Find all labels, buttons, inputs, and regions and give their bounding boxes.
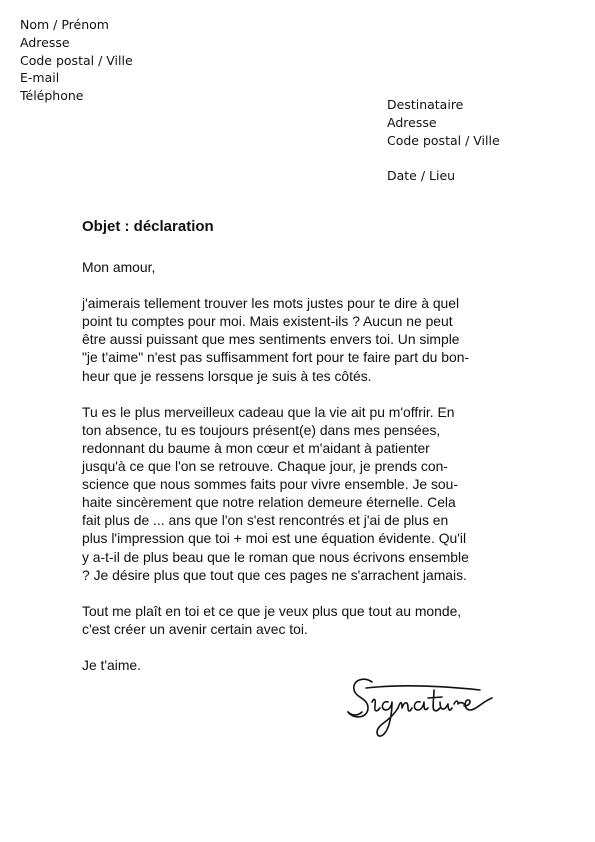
sender-name: Nom / Prénom [20,17,109,32]
paragraph-line: ton absence, tu es toujours présent(e) dans mes pensées, [82,421,441,438]
subject-line: Objet : déclaration [82,218,214,235]
paragraph-line: jusqu'à ce que l'on se retrouve. Chaque jour, je prends con- [82,458,448,475]
recipient-address: Adresse [387,114,437,130]
paragraph-line: redonnant du baume à mon cœur et m'aidant à patienter [82,439,430,456]
sender-block [20,16,133,105]
paragraph-2 [82,403,512,584]
paragraph-line: c'est créer un avenir certain avec toi. [82,620,308,637]
recipient-block [387,96,500,185]
recipient-label: Destinataire [387,97,464,112]
paragraph-line: heur que je ressens lorsque je suis à tes côtés. [82,367,372,384]
paragraph-line: science que nous sommes faits pour vivre ensemble. Je sou- [82,476,458,493]
sender-postal-city: Code postal / Ville [20,52,133,68]
paragraph-3 [82,602,512,638]
paragraph-line: y a-t-il de plus beau que le roman que nous écrivons ensemble [82,548,469,565]
paragraph-line: Tu es le plus merveilleux cadeau que la vie ait pu m'offrir. En [82,403,455,420]
paragraph-line: j'aimerais tellement trouver les mots justes pour te dire à quel [82,295,460,312]
paragraph-line: Tout me plaît en toi et ce que je veux plus que tout au monde, [82,602,462,619]
handwritten-signature [342,668,502,748]
paragraph-line: plus l'impression que toi + moi est une équation évidente. Qu'il [82,530,467,547]
recipient-postal-city: Code postal / Ville [387,132,500,148]
paragraph-line: être aussi puissant que mes sentiments envers toi. Un simple [82,331,460,348]
closing: Je t'aime. [82,657,142,674]
paragraph-line: fait plus de ... ans que l'on s'est rencontrés et j'ai de plus en [82,512,449,529]
paragraph-line: haite sincèrement que notre relation demeure éternelle. Cela [82,494,456,511]
sender-email: E-mail [20,70,60,86]
paragraph-line: ? Je désire plus que tout que ces pages ne s'arrachent jamais. [82,566,467,583]
paragraph-line: "je t'aime" n'est pas suffisamment fort pour te faire part du bon- [82,349,470,366]
date-place: Date / Lieu [387,168,456,184]
letter-body [82,258,512,692]
paragraph-1 [82,294,512,384]
paragraph-line: point tu comptes pour moi. Mais existent-ils ? Aucun ne peut [82,313,453,330]
sender-phone: Téléphone [20,88,84,104]
greeting: Mon amour, [82,259,156,275]
sender-address: Adresse [20,34,70,50]
